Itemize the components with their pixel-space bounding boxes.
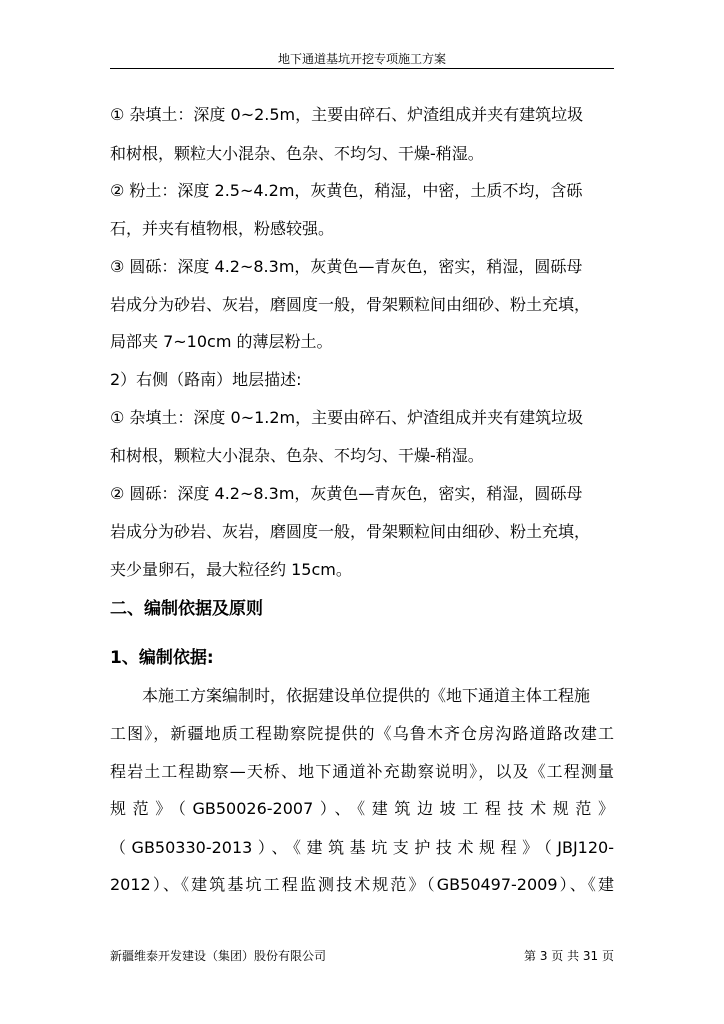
para-line-3: 程岩土工程勘察—天桥、地下通道补充勘察说明》，以及《工程测量 (110, 762, 614, 781)
para-line-5: （GB50330-2013）、《建筑基坑支护技术规程》（JBJ120- (110, 838, 614, 857)
para-line-1: 本施工方案编制时，依据建设单位提供的《地下通道主体工程施 (142, 686, 591, 705)
body-line-11: ② 圆砾：深度 4.2~8.3m，灰黄色—青灰色，密实，稍湿，圆砾母 (110, 484, 583, 503)
body-line-13: 夹少量卵石，最大粒径约 15cm。 (110, 560, 352, 579)
body-line-4: 石，并夹有植物根，粉感较强。 (110, 219, 335, 238)
footer-company: 新疆维泰开发建设（集团）股份有限公司 (110, 949, 327, 963)
para-line-2: 工图》，新疆地质工程勘察院提供的《乌鲁木齐仓房沟路道路改建工 (110, 724, 614, 743)
body-line-8: 2）右侧（路南）地层描述: (110, 370, 302, 389)
body-line-6: 岩成分为砂岩、灰岩，磨圆度一般，骨架颗粒间由细砂、粉土充填， (110, 295, 591, 314)
body-line-9: ① 杂填土：深度 0~1.2m，主要由碎石、炉渣组成并夹有建筑垃圾 (110, 408, 584, 427)
body-line-2: 和树根，颗粒大小混杂、色杂、不均匀、干燥-稍湿。 (110, 144, 484, 163)
sub-heading: 1、编制依据: (110, 648, 214, 668)
para-line-6: 2012）、《建筑基坑工程监测技术规范》（GB50497-2009）、《建 (110, 875, 614, 894)
body-line-1: ① 杂填土：深度 0~2.5m，主要由碎石、炉渣组成并夹有建筑垃圾 (110, 105, 584, 124)
header-divider (110, 68, 614, 69)
body-line-10: 和树根，颗粒大小混杂、色杂、不均匀、干燥-稍湿。 (110, 446, 484, 465)
footer-page-number: 第 3 页 共 31 页 (524, 949, 614, 963)
body-line-5: ③ 圆砾：深度 4.2~8.3m，灰黄色—青灰色，密实，稍湿，圆砾母 (110, 257, 583, 276)
section-heading: 二、编制依据及原则 (110, 599, 263, 619)
body-line-12: 岩成分为砂岩、灰岩，磨圆度一般，骨架颗粒间由细砂、粉土充填， (110, 522, 591, 541)
para-line-4: 规范》（GB50026-2007）、《建筑边坡工程技术规范》 (110, 799, 614, 818)
page-header: 地下通道基坑开挖专项施工方案 (277, 52, 446, 66)
body-line-7: 局部夹 7~10cm 的薄层粉土。 (110, 332, 333, 351)
body-line-3: ② 粉土：深度 2.5~4.2m，灰黄色，稍湿，中密，土质不均，含砾 (110, 181, 583, 200)
